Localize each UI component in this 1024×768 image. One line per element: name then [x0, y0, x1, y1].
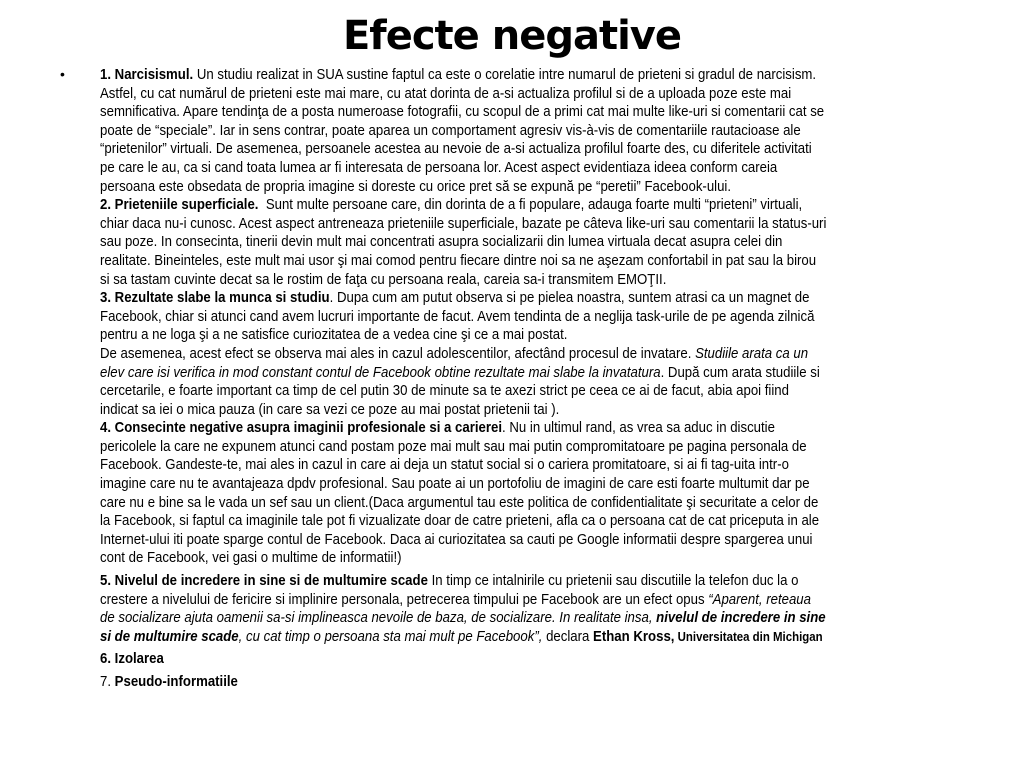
bullet-marker: • [60, 66, 65, 82]
text-line: si sa tastam cuvinte decat sa le rostim de faţa cu persoana reala, careia sa-i transmitem EMOŢII. [100, 270, 667, 288]
text-line: Un studiu realizat in SUA sustine faptul ca este o corelatie intre numarul de prieteni si gradul de narcisism. [193, 66, 817, 83]
section-heading: 2. Prieteniile superficiale. [100, 196, 259, 214]
text-line: declara [542, 627, 594, 645]
text-line: Facebook, chiar si atunci cand avem lucruri importante de facut. Avem tendinta de a neglija task-urile de pe agenda zilnică [100, 307, 815, 325]
text-line: chiar daca nu-i cunosc. Acest aspect antreneaza prieteniile superficiale, bazate pe câteva like-uri sau comentarii la status-uri [100, 214, 827, 232]
text-line: De asemenea, acest efect se observa mai ales in cazul adolescentilor, afectând procesul de invatare. [100, 344, 696, 362]
author-affiliation: Universitatea din Michigan [674, 628, 823, 644]
text-line: crestere a nivelului de fericire si implinire personala, petrecerea timpului pe Facebook are un efect opus [100, 590, 709, 608]
text-line: Sunt multe persoane care, din dorinta de a fi populare, adauga foarte multi “prieteni” virtuali, [258, 196, 803, 214]
bold-italic-quote: nivelul de incredere in sine [656, 609, 826, 627]
text-line: persoana este obsedata de propria imagine si doreste cu orice pret să se expună pe “peretii” Facebook-ului. [100, 177, 732, 195]
text-line: realitate. Bineinteles, este mult mai usor şi mai comod pentru fiecare dintre noi sa ne aşezam confortabil in pat sau la birou [100, 251, 817, 269]
italic-quote: elev care isi verifica in mod constant contul de Facebook obtine rezultate mai slabe la invatatura [100, 363, 661, 381]
text-line: cercetarile, e foarte important ca timp de cel putin 30 de minute sa te axezi strict pe ceea ce ai de facut, abia apoi fiind [100, 382, 789, 400]
section-superficial-friendships [100, 196, 1000, 289]
section-heading-isolation: 6. Izolarea [100, 650, 164, 668]
italic-quote: , cu cat timp o persoana sta mai mult pe Facebook”, [238, 627, 543, 645]
text-line: pentru a ne loga şi a ne satisfice curiozitatea de a vedea cine şi ce a mai postat. [100, 326, 568, 344]
text-line: semnificativa. Apare tendinţa de a posta numeroase fotografii, cu scopul de a primi cat mai multe like-uri si comentarii cat se [100, 103, 825, 121]
author-name: Ethan Kross, [593, 627, 675, 645]
section-heading: 4. Consecinte negative asupra imaginii profesionale si a carierei [100, 419, 503, 437]
text-line: care nu e bine sa le vada un sef sau un client.(Daca argumentul tau este politica de confidentialitate şi securitate a celor de [100, 493, 819, 511]
text-line: “prietenilor” virtuali. De asemenea, persoanele acestea au nevoie de a-si actualiza profilul foarte des, cu diferitele activitati [100, 140, 812, 158]
text-line: Astfel, cu cat numărul de prieteni este mai mare, cu atat dorinta de a-si actualiza profilul si de a uploada poze este mai [100, 84, 792, 102]
text-line: indicat sa iei o mica pauza (in care sa vezi ce poze au mai postat prietenii tai ). [100, 400, 560, 418]
italic-quote: “Aparent, reteaua [708, 590, 811, 608]
slide-body [100, 66, 1000, 692]
text-line: imagine care nu te avantajeaza dpdv profesional. Sau poate ai un portofoliu de imagini de care esti foarte multumit dar pe [100, 475, 810, 493]
bold-italic-quote: si de multumire scade [100, 627, 239, 645]
italic-quote: de socializare ajuta oamenii sa-si implineasca nevoile de baza, de socializare. In realitate insa, [100, 609, 657, 627]
italic-quote: Studiile arata ca un [695, 344, 809, 362]
text-line: pericolele la care ne expunem atunci cand postam poze mai mult sau mai putin compromitatoare pe pagina personala de [100, 437, 807, 455]
section-heading: 1. Narcisismul. [100, 66, 194, 83]
section-poor-results [100, 289, 1000, 419]
text-line: In timp ce intalnirile cu prietenii sau discutiile la telefon duc la o [427, 572, 799, 590]
section-professional-image [100, 419, 1000, 568]
text-line: poate de “speciale”. Iar in sens contrar, poate aparea un comportament agresiv vis-à-vis de comentariile rautacioase ale [100, 121, 801, 139]
text-line: la Facebook, si faptul ca imaginile tale pot fi vizualizate doar de catre prieteni, afla ca o persoana cat de cat priceputa in ale [100, 512, 820, 530]
text-line: . Nu in ultimul rand, as vrea sa aduc in discutie [502, 419, 775, 437]
section-heading: 5. Nivelul de incredere in sine si de multumire scade [100, 572, 428, 590]
text-line: cont de Facebook, vei gasi o multime de informatii!) [100, 549, 402, 567]
text-line: . După cum arata studiile si [660, 363, 820, 381]
text-line: . Dupa cum am putut observa si pe pielea noastra, suntem atrasi ca un magnet de [329, 289, 810, 307]
slide-title: Efecte negative [342, 13, 681, 59]
section-number: 7. [100, 673, 115, 690]
text-line: sau poze. In consecinta, tinerii devin mult mai concentrati asupra socializarii din lumea virtuala decat asupra celei din [100, 233, 783, 251]
section-heading: 3. Rezultate slabe la munca si studiu [100, 289, 330, 307]
text-line: Facebook. Gandeste-te, mai ales in cazul in care ai deja un statut social si o cariera promitatoare, si ai fi tag-uita intr-o [100, 456, 789, 474]
section-heading-pseudo-info: Pseudo-informatiile [114, 673, 238, 690]
text-line: pe care le au, ca si cand toata lumea ar fi interesata de persoana lor. Acest aspect evidentiaza ideea conform careia [100, 158, 778, 176]
text-line: Internet-ului iti poate sparge contul de Facebook. Daca ai curiozitatea sa cauti pe Google informatii despre spargerea unui [100, 530, 813, 548]
section-self-confidence [100, 572, 1000, 646]
section-narcisism [100, 66, 1000, 196]
